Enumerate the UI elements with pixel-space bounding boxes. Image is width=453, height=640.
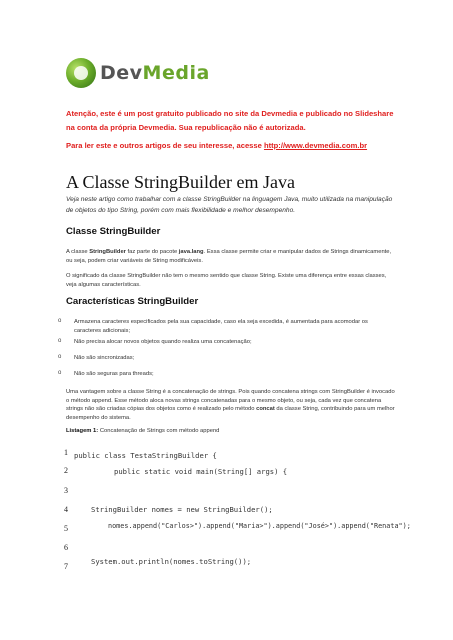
p3-text-c: da classe String, contribuindo para um melhor desempenho do sistema. <box>66 406 395 421</box>
notice-line-1: Atenção, este é um post gratuito publicado no site da Devmedia e publicado no Slideshare <box>66 109 394 118</box>
bullet-marker: o <box>58 338 62 344</box>
p1-text-a: A classe <box>66 249 90 255</box>
code-line-number: 2 <box>64 466 68 475</box>
article-title: A Classe StringBuilder em Java <box>66 172 295 192</box>
listing-caption-text: Concatenação de Strings com método append <box>98 428 220 434</box>
list-item: Não precisa alocar novos objetos quando realiza uma concatenação; <box>74 339 252 345</box>
list-item: Não são sincronizadas; <box>74 355 135 361</box>
p1-text-c: faz parte do pacote <box>125 249 179 255</box>
paragraph-3 <box>66 388 396 422</box>
code-line: public static void main(String[] args) { <box>114 467 288 476</box>
code-line: System.out.println(nomes.toString()); <box>91 557 252 566</box>
code-line-number: 1 <box>64 448 68 457</box>
list-item: Não são seguras para threads; <box>74 371 154 377</box>
code-line: public class TestaStringBuilder { <box>74 451 217 460</box>
bullet-marker: o <box>58 354 62 360</box>
paragraph-1 <box>66 248 396 265</box>
code-line: nomes.append("Carlos>").append("Maria>").append("José>").append("Renata"); <box>108 522 411 530</box>
logo-wordmark <box>100 62 210 84</box>
code-line-number: 7 <box>64 562 68 571</box>
bullet-marker: o <box>58 370 62 376</box>
p3-bold-concat: concat <box>256 406 275 412</box>
listing-caption <box>66 428 219 434</box>
code-line-number: 6 <box>64 543 68 552</box>
list-item: Armazena caracteres especificados pela sua capacidade, caso ela seja excedida, é aumentada para acomodar os caracteres adicionais; <box>74 319 368 334</box>
notice-line-2: na conta da própria Devmedia. Sua republicação não é autorizada. <box>66 123 306 132</box>
code-line-number: 4 <box>64 505 68 514</box>
devmedia-logo <box>66 58 210 94</box>
p1-bold-javalang: java.lang <box>178 249 204 255</box>
p1-bold-stringbuilder: StringBuilder <box>89 249 126 255</box>
bullet-marker: o <box>58 318 62 324</box>
notice-line-3-prefix: Para ler este e outros artigos de seu interesse, acesse <box>66 141 264 150</box>
listing-label: Listagem 1: <box>66 428 99 434</box>
devmedia-logo-icon <box>66 58 96 88</box>
code-line-number: 3 <box>64 486 68 495</box>
notice-line-3 <box>66 139 396 153</box>
section-heading-classe: Classe StringBuilder <box>66 226 161 237</box>
code-line: StringBuilder nomes = new StringBuilder(); <box>91 505 273 514</box>
code-line-number: 5 <box>64 524 68 533</box>
p3-text-a: Uma vantagem sobre a classe String é a concatenação de strings. Pois quando concatena strings com StringBuilder é invocado o método append. Esse método aloca novas strings concatenadas para o mesmo objeto, ou seja, cada vez que concatena strings não são criadas cópias dos objetos como é realizado pelo método <box>66 389 395 412</box>
devmedia-link[interactable]: http://www.devmedia.com.br <box>263 141 368 150</box>
p1-text-e: . Essa classe permite criar e manipular dados de Strings dinamicamente, ou seja, podem criar variáveis de String modificáveis. <box>66 249 392 264</box>
logo-text-media: Media <box>142 62 210 84</box>
section-heading-caracteristicas: Características StringBuilder <box>66 296 199 307</box>
article-lead: Veja neste artigo como trabalhar com a classe StringBuilder na linguagem Java, muito utilizada na manipulação de objetos do tipo String, porém com mais flexibilidade e melhor desempenho. <box>66 196 393 214</box>
logo-text-dev: Dev <box>100 62 143 84</box>
paragraph-2: O significado da classe StringBuilder não tem o mesmo sentido que classe String. Existe uma diferença entre essas classes, veja algumas características. <box>66 273 387 288</box>
